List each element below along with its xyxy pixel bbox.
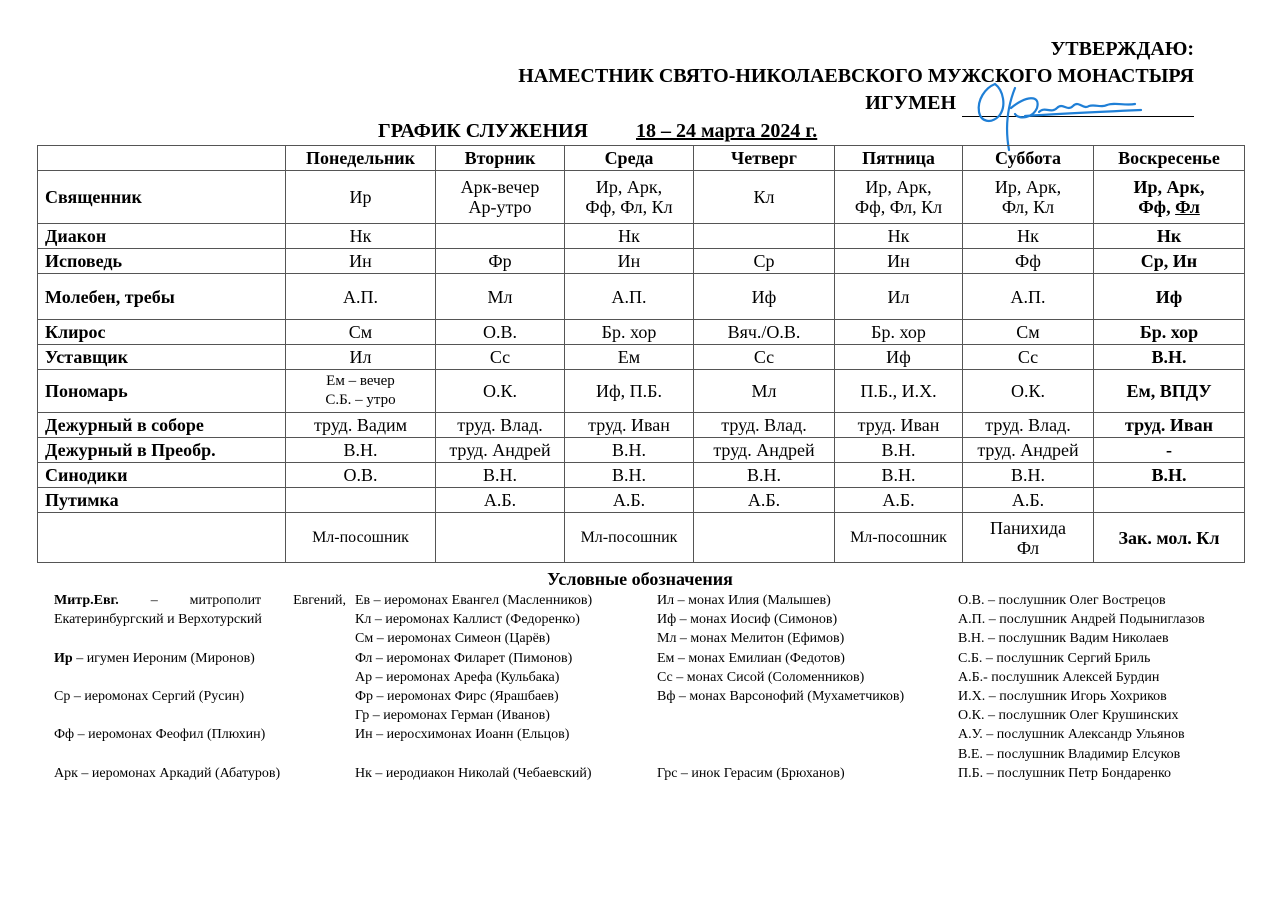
- legend-item: Ар – иеромонах Арефа (Кульбака): [355, 669, 560, 685]
- table-cell: А.Б.: [694, 488, 835, 513]
- row-label: Дежурный в Преобр.: [38, 438, 286, 463]
- legend-item: Фф – иеромонах Феофил (Плюхин): [54, 727, 266, 743]
- table-cell: О.К.: [436, 370, 565, 413]
- table-corner: [38, 146, 286, 171]
- table-cell: Сс: [694, 345, 835, 370]
- table-cell: труд. Влад.: [436, 413, 565, 438]
- legend-item: А.П. – послушник Андрей Подыниглазов: [958, 612, 1205, 628]
- legend-item: Фр – иеромонах Фирс (Ярашбаев): [355, 688, 559, 704]
- table-cell: Иф, П.Б.: [565, 370, 694, 413]
- table-cell: Нк: [835, 224, 963, 249]
- legend-item: Сс – монах Сисой (Соломенников): [657, 669, 865, 685]
- table-cell: Фф: [963, 249, 1094, 274]
- legend-column-hieromonks: [355, 591, 592, 783]
- table-cell: труд. Андрей: [694, 438, 835, 463]
- table-row: [38, 413, 1245, 438]
- table-cell: Ср, Ин: [1094, 249, 1245, 274]
- legend-item: [355, 745, 592, 764]
- legend-item: И.Х. – послушник Игорь Хохриков: [958, 688, 1167, 704]
- legend-item: Грс – инок Герасим (Брюханов): [657, 765, 845, 781]
- legend-item: В.Н. – послушник Вадим Николаев: [958, 631, 1169, 647]
- table-cell: Сс: [963, 345, 1094, 370]
- row-label: Клирос: [38, 320, 286, 345]
- table-cell: А.Б.: [963, 488, 1094, 513]
- table-cell: Арк-вечер Ар-утро: [436, 171, 565, 224]
- legend-item: Мл – монах Мелитон (Ефимов): [657, 631, 845, 647]
- legend-item: [657, 706, 904, 725]
- row-label: Священник: [38, 171, 286, 224]
- legend-item: Митр.Евг. – митрополит Евгений,: [54, 593, 346, 608]
- legend-item: В.Е. – послушник Владимир Елсуков: [958, 746, 1181, 762]
- table-cell: Фр: [436, 249, 565, 274]
- table-cell: [1094, 488, 1245, 513]
- day-header: Суббота: [963, 146, 1094, 171]
- legend-title: Условные обозначения: [547, 569, 733, 589]
- table-cell: Мл: [694, 370, 835, 413]
- schedule-title: [378, 118, 817, 144]
- table-cell: Сс: [436, 345, 565, 370]
- table-cell: О.В.: [436, 320, 565, 345]
- day-header: Среда: [565, 146, 694, 171]
- table-cell: В.Н.: [694, 463, 835, 488]
- approval-rank: ИГУМЕН: [865, 92, 956, 114]
- legend-item: Ср – иеромонах Сергий (Русин): [54, 688, 245, 704]
- table-row: [38, 320, 1245, 345]
- table-cell: П.Б., И.Х.: [835, 370, 963, 413]
- day-header: Вторник: [436, 146, 565, 171]
- table-cell: труд. Андрей: [436, 438, 565, 463]
- table-cell: См: [963, 320, 1094, 345]
- table-cell: Бр. хор: [565, 320, 694, 345]
- table-cell: Ир, Арк, Фл, Кл: [963, 171, 1094, 224]
- legend-item: [657, 725, 904, 744]
- day-header: Пятница: [835, 146, 963, 171]
- legend-item: Ин – иеросхимонах Иоанн (Ельцов): [355, 727, 570, 743]
- table-cell: Кл: [694, 171, 835, 224]
- table-cell: В.Н.: [835, 463, 963, 488]
- table-cell: Нк: [963, 224, 1094, 249]
- table-cell: Иф: [1094, 274, 1245, 320]
- table-cell: Ил: [835, 274, 963, 320]
- legend-column-novices: [958, 591, 1205, 783]
- legend-item: А.Б.- послушник Алексей Бурдин: [958, 669, 1160, 685]
- table-row: [38, 345, 1245, 370]
- table-cell: [436, 224, 565, 249]
- table-row: [38, 463, 1245, 488]
- table-cell: Ил: [286, 345, 436, 370]
- approval-position: НАМЕСТНИК СВЯТО-НИКОЛАЕВСКОГО МУЖСКОГО МОНАСТЫРЯ: [518, 65, 1194, 87]
- schedule-dates: 18 – 24 марта 2024 г.: [636, 120, 818, 142]
- table-cell: О.В.: [286, 463, 436, 488]
- legend-item: О.В. – послушник Олег Вострецов: [958, 593, 1166, 608]
- table-cell: Бр. хор: [835, 320, 963, 345]
- table-cell: Зак. мол. Кл: [1094, 513, 1245, 563]
- table-cell: Ир, Арк, Фф, Фл: [1094, 171, 1245, 224]
- table-cell: В.Н.: [286, 438, 436, 463]
- table-row: [38, 274, 1245, 320]
- row-label: Диакон: [38, 224, 286, 249]
- table-cell: Нк: [286, 224, 436, 249]
- table-cell: Нк: [565, 224, 694, 249]
- table-cell: Мл-посошник: [286, 513, 436, 563]
- table-cell: Ир, Арк, Фф, Фл, Кл: [835, 171, 963, 224]
- table-cell: труд. Влад.: [963, 413, 1094, 438]
- table-cell: труд. Андрей: [963, 438, 1094, 463]
- table-cell: труд. Вадим: [286, 413, 436, 438]
- legend-item: П.Б. – послушник Петр Бондаренко: [958, 765, 1172, 781]
- approval-heading: УТВЕРЖДАЮ:: [1050, 38, 1194, 60]
- legend-item: Кл – иеромонах Каллист (Федоренко): [355, 612, 580, 628]
- table-row: [38, 488, 1245, 513]
- table-cell: В.Н.: [436, 463, 565, 488]
- row-label: Дежурный в соборе: [38, 413, 286, 438]
- legend-item: Фл – иеромонах Филарет (Пимонов): [355, 650, 573, 666]
- table-cell: труд. Иван: [835, 413, 963, 438]
- table-row: [38, 513, 1245, 563]
- table-cell: Ин: [565, 249, 694, 274]
- row-label: [38, 513, 286, 563]
- table-cell: Нк: [1094, 224, 1245, 249]
- table-cell: А.П.: [565, 274, 694, 320]
- table-cell: А.Б.: [436, 488, 565, 513]
- legend-item: Гр – иеромонах Герман (Иванов): [355, 708, 550, 724]
- table-cell: Бр. хор: [1094, 320, 1245, 345]
- table-cell: труд. Иван: [565, 413, 694, 438]
- legend-column-monks: [657, 591, 904, 783]
- legend-item: Ил – монах Илия (Малышев): [657, 593, 831, 608]
- legend-item: Вф – монах Варсонофий (Мухаметчиков): [657, 688, 905, 704]
- table-cell: В.Н.: [963, 463, 1094, 488]
- table-cell: Вяч./О.В.: [694, 320, 835, 345]
- table-cell: Ин: [286, 249, 436, 274]
- table-cell: В.Н.: [565, 438, 694, 463]
- table-cell: А.Б.: [835, 488, 963, 513]
- legend-item: Нк – иеродиакон Николай (Чебаевский): [355, 765, 592, 781]
- legend-item: Иф – монах Иосиф (Симонов): [657, 612, 838, 628]
- table-cell: А.П.: [963, 274, 1094, 320]
- legend-item: О.К. – послушник Олег Крушинских: [958, 708, 1179, 724]
- legend-item: [657, 745, 904, 764]
- table-cell: А.П.: [286, 274, 436, 320]
- legend-item: См – иеромонах Симеон (Царёв): [355, 631, 551, 647]
- table-cell: Мл: [436, 274, 565, 320]
- table-cell: В.Н.: [835, 438, 963, 463]
- day-header: Четверг: [694, 146, 835, 171]
- table-cell: Ем: [565, 345, 694, 370]
- table-cell: -: [1094, 438, 1245, 463]
- table-cell: Иф: [694, 274, 835, 320]
- table-cell: Панихида Фл: [963, 513, 1094, 563]
- table-cell: [694, 513, 835, 563]
- table-cell: Мл-посошник: [565, 513, 694, 563]
- table-cell: Ем – вечер С.Б. – утро: [286, 370, 436, 413]
- table-cell: [286, 488, 436, 513]
- legend-column-clergy-heads: [54, 591, 346, 783]
- row-label: Исповедь: [38, 249, 286, 274]
- legend-item: Ем – монах Емилиан (Федотов): [657, 650, 845, 666]
- table-cell: [436, 513, 565, 563]
- table-row: [38, 438, 1245, 463]
- table-cell: Иф: [835, 345, 963, 370]
- legend-item: А.У. – послушник Александр Ульянов: [958, 727, 1185, 743]
- legend-item: Арк – иеромонах Аркадий (Абатуров): [54, 765, 281, 781]
- row-label: Путимка: [38, 488, 286, 513]
- day-header: Понедельник: [286, 146, 436, 171]
- table-cell: А.Б.: [565, 488, 694, 513]
- table-row: [38, 171, 1245, 224]
- table-cell: Ир: [286, 171, 436, 224]
- table-cell: [694, 224, 835, 249]
- schedule-title-text: ГРАФИК СЛУЖЕНИЯ: [378, 120, 588, 142]
- table-row: [38, 249, 1245, 274]
- row-label: Молебен, требы: [38, 274, 286, 320]
- table-cell: О.К.: [963, 370, 1094, 413]
- day-header: Воскресенье: [1094, 146, 1245, 171]
- table-cell: См: [286, 320, 436, 345]
- table-row: [38, 224, 1245, 249]
- schedule-table: [37, 145, 1245, 563]
- table-cell: труд. Иван: [1094, 413, 1245, 438]
- table-row: [38, 370, 1245, 413]
- legend-item: Ир – игумен Иероним (Миронов): [54, 650, 255, 666]
- legend-item: С.Б. – послушник Сергий Бриль: [958, 650, 1151, 666]
- table-cell: Мл-посошник: [835, 513, 963, 563]
- table-cell: В.Н.: [1094, 463, 1245, 488]
- table-cell: Ир, Арк, Фф, Фл, Кл: [565, 171, 694, 224]
- row-label: Пономарь: [38, 370, 286, 413]
- legend-item: Ев – иеромонах Евангел (Масленников): [355, 593, 593, 608]
- row-label: Синодики: [38, 463, 286, 488]
- table-cell: Ем, ВПДУ: [1094, 370, 1245, 413]
- table-cell: труд. Влад.: [694, 413, 835, 438]
- table-cell: В.Н.: [565, 463, 694, 488]
- row-label: Уставщик: [38, 345, 286, 370]
- table-cell: Ср: [694, 249, 835, 274]
- legend-item: Екатеринбургский и Верхотурский: [54, 612, 262, 628]
- table-cell: В.Н.: [1094, 345, 1245, 370]
- table-cell: Ин: [835, 249, 963, 274]
